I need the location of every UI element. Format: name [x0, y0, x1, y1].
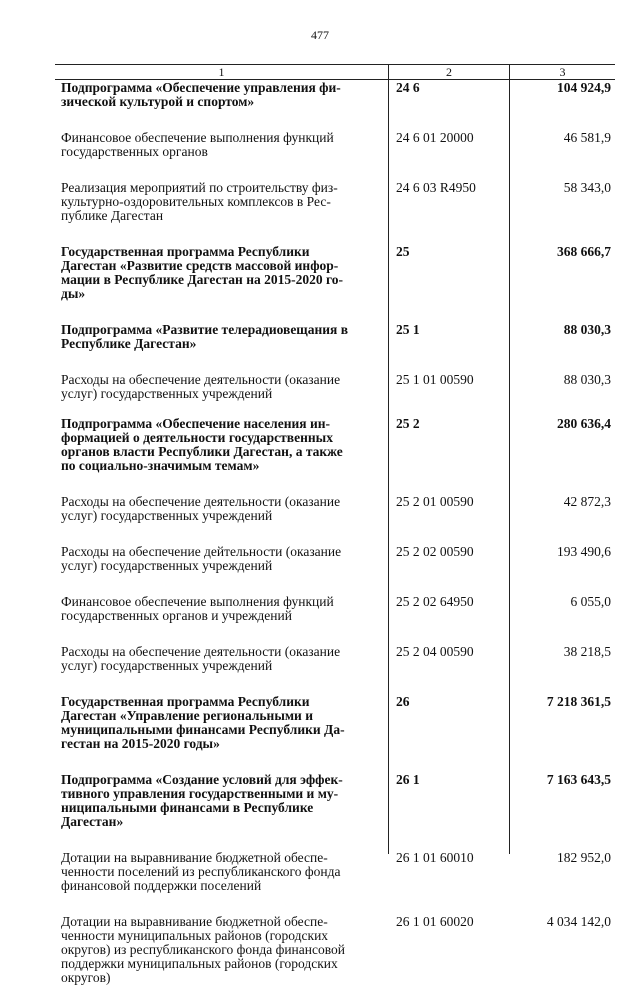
row-code: 25 2 02 64950 [396, 594, 474, 609]
page-number: 477 [311, 28, 329, 42]
table-row [55, 773, 615, 851]
row-code: 26 1 01 60020 [396, 914, 474, 929]
table-row [55, 181, 615, 245]
row-amount: 104 924,9 [557, 80, 611, 95]
budget-table [55, 64, 615, 985]
row-name: Дотации на выравнивание бюджетной обеспе- ченности поселений из республиканского фонда финансовой поддержки поселений [61, 850, 341, 893]
table-row [55, 131, 615, 181]
row-name: Реализация мероприятий по строительству физ- культурно-оздоровительных комплексов в Рес- публике Дагестан [61, 180, 338, 223]
table-row [55, 323, 615, 373]
row-name: Расходы на обеспечение дейтельности (оказание услуг) государственных учреждений [61, 544, 342, 573]
table-row [55, 915, 615, 1007]
row-amount: 7 218 361,5 [546, 694, 611, 709]
table-header [55, 64, 615, 80]
row-code: 24 6 03 R4950 [396, 180, 476, 195]
row-code: 24 6 01 20000 [396, 130, 474, 145]
table-row [55, 245, 615, 323]
table-row [55, 645, 615, 695]
row-name: Государственная программа Республики Дагестан «Развитие средств массовой инфор- мации в Республике Дагестан на 2015-2020 го- ды» [61, 244, 344, 301]
table-row [55, 495, 615, 545]
row-amount: 193 490,6 [557, 544, 611, 559]
table-row [55, 695, 615, 773]
row-amount: 88 030,3 [563, 322, 611, 337]
row-code: 25 2 01 00590 [396, 494, 474, 509]
row-code: 26 1 [396, 772, 420, 787]
row-code: 24 6 [396, 80, 420, 95]
table-row [55, 595, 615, 645]
row-amount: 46 581,9 [563, 130, 611, 145]
row-name: Подпрограмма «Создание условий для эффек- тивного управления государственными и му- ниципальными финансами в Республике Дагестан» [61, 772, 343, 829]
row-name: Подпрограмма «Обеспечение управления фи- зической культурой и спортом» [61, 80, 341, 109]
row-name: Дотации на выравнивание бюджетной обеспе- ченности муниципальных районов (городских округов) из республиканского фонда финансовой поддержки муниципальных районов (городских округов) [61, 914, 346, 985]
table-row [55, 81, 615, 131]
row-amount: 42 872,3 [563, 494, 611, 509]
column-header-1: 1 [218, 65, 225, 79]
row-amount: 88 030,3 [563, 372, 611, 387]
row-code: 25 2 04 00590 [396, 644, 474, 659]
row-code: 25 2 02 00590 [396, 544, 474, 559]
row-name: Государственная программа Республики Дагестан «Управление региональными и муниципальными финансами Республики Да- гестан на 2015-2020 годы» [61, 694, 345, 751]
row-code: 25 1 [396, 322, 420, 337]
column-header-2: 2 [446, 65, 452, 79]
row-amount: 280 636,4 [557, 416, 611, 431]
table-body [55, 81, 615, 1007]
row-name: Финансовое обеспечение выполнения функций государственных органов и учреждений [61, 594, 334, 623]
row-amount: 368 666,7 [557, 244, 611, 259]
table-row [55, 851, 615, 915]
row-name: Финансовое обеспечение выполнения функций государственных органов [61, 130, 334, 159]
row-code: 25 1 01 00590 [396, 372, 474, 387]
row-name: Расходы на обеспечение деятельности (оказание услуг) государственных учреждений [61, 372, 341, 401]
row-code: 25 [396, 244, 410, 259]
row-code: 25 2 [396, 416, 420, 431]
row-amount: 58 343,0 [563, 180, 611, 195]
row-amount: 4 034 142,0 [546, 914, 611, 929]
row-code: 26 1 01 60010 [396, 850, 474, 865]
row-name: Подпрограмма «Обеспечение населения ин- формацией о деятельности государственных органов власти Республики Дагестан, а также по социально-значимым темам» [61, 416, 343, 473]
table-row [55, 373, 615, 417]
row-name: Подпрограмма «Развитие телерадиовещания в Республике Дагестан» [61, 322, 348, 351]
table-row [55, 417, 615, 495]
row-amount: 6 055,0 [570, 594, 611, 609]
row-name: Расходы на обеспечение деятельности (оказание услуг) государственных учреждений [61, 644, 341, 673]
row-amount: 182 952,0 [557, 850, 611, 865]
row-amount: 7 163 643,5 [546, 772, 611, 787]
table-row [55, 545, 615, 595]
row-code: 26 [396, 694, 410, 709]
row-name: Расходы на обеспечение деятельности (оказание услуг) государственных учреждений [61, 494, 341, 523]
column-header-3: 3 [559, 65, 566, 79]
row-amount: 38 218,5 [563, 644, 611, 659]
